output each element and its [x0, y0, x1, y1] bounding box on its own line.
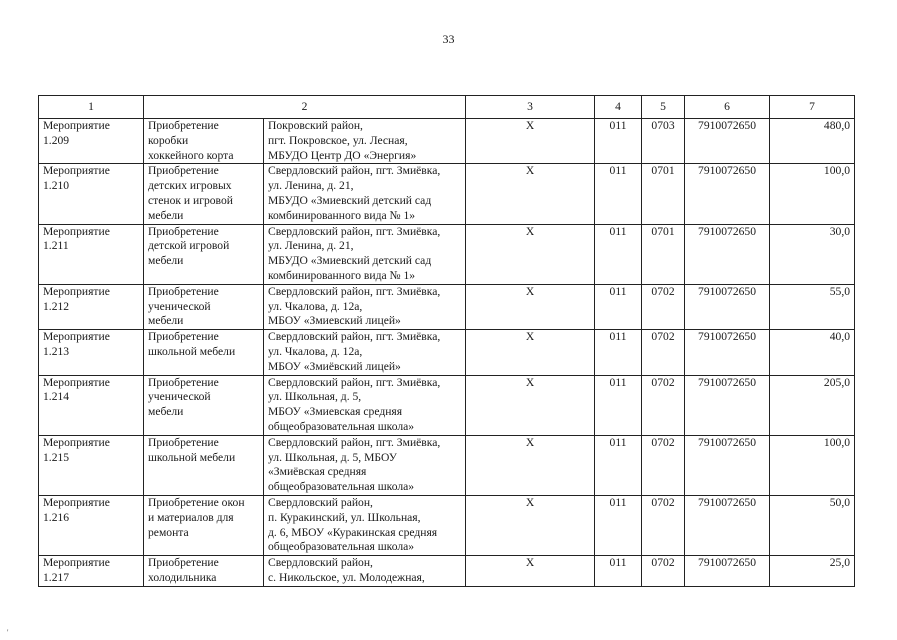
amount-cell-line: 100,0 [823, 164, 851, 178]
col4-cell-line: 011 [609, 495, 627, 509]
measure-name-cell-line: Приобретение [148, 330, 219, 344]
measure-name-cell-line: школьной мебели [148, 450, 236, 464]
col6-cell-line: 7910072650 [698, 284, 756, 298]
measure-address-cell-line: ул. Ленина, д. 21, [268, 179, 354, 193]
col5-cell [642, 284, 685, 329]
measure-id-cell [39, 375, 144, 435]
measure-name-cell-line: мебели [148, 254, 184, 268]
amount-cell [770, 119, 855, 164]
col3-cell-line: X [525, 556, 535, 570]
col4-cell-line: 011 [609, 164, 627, 178]
col4-cell [595, 495, 642, 555]
measure-id-cell-line: 1.210 [43, 179, 70, 193]
measure-id-cell-line: 1.215 [43, 450, 70, 464]
measure-id-cell-line: Мероприятие [43, 119, 110, 132]
measure-id-cell-line: 1.216 [43, 510, 70, 524]
col6-cell [685, 119, 770, 164]
amount-cell-line: 25,0 [829, 556, 851, 570]
amount-cell-line: 480,0 [823, 119, 851, 132]
col4-cell-line: 011 [609, 224, 627, 238]
measure-name-cell-line: ученической [148, 299, 211, 313]
measure-name-cell-line: Приобретение [148, 556, 219, 570]
header-col-6: 6 [685, 96, 770, 119]
table-row [39, 495, 855, 555]
measure-address-cell-line: «Змиёвская средняя [268, 465, 367, 479]
measure-address-cell-line: ул. Школьная, д. 5, [268, 390, 362, 404]
col5-cell [642, 119, 685, 164]
col6-cell [685, 224, 770, 284]
col6-cell-line: 7910072650 [698, 330, 756, 344]
col3-cell [466, 556, 595, 587]
measure-name-cell-line: мебели [148, 208, 184, 222]
measure-id-cell-line: Мероприятие [43, 435, 110, 449]
measure-address-cell-line: Покровский район, [268, 119, 363, 132]
amount-cell [770, 330, 855, 375]
measure-address-cell-line: МБУДО Центр ДО «Энергия» [268, 148, 417, 162]
measure-address-cell [264, 435, 466, 495]
measure-address-cell-line: общеобразовательная школа» [268, 419, 415, 433]
col6-cell [685, 495, 770, 555]
col6-cell [685, 435, 770, 495]
measure-name-cell [144, 495, 264, 555]
measure-id-cell [39, 330, 144, 375]
table-row [39, 330, 855, 375]
measure-address-cell [264, 330, 466, 375]
measure-name-cell-line: Приобретение [148, 164, 219, 178]
table-row [39, 119, 855, 164]
measure-id-cell [39, 556, 144, 587]
page-number: 33 [442, 32, 455, 46]
measure-address-cell-line: пгт. Покровское, ул. Лесная, [268, 133, 408, 147]
col5-cell-line: 0701 [651, 164, 675, 178]
col6-cell-line: 7910072650 [698, 164, 756, 178]
amount-cell [770, 284, 855, 329]
col3-cell-line: X [525, 119, 535, 132]
measure-name-cell-line: Приобретение [148, 375, 219, 389]
col6-cell [685, 164, 770, 224]
measure-id-cell-line: 1.212 [43, 299, 70, 313]
measure-address-cell-line: ул. Школьная, д. 5, МБОУ [268, 450, 397, 464]
measure-name-cell-line: холодильника [148, 570, 217, 584]
col6-cell [685, 556, 770, 587]
measure-name-cell-line: коробки [148, 133, 189, 147]
col4-cell [595, 330, 642, 375]
measure-name-cell-line: школьной мебели [148, 344, 236, 358]
measure-name-cell-line: Приобретение [148, 119, 219, 132]
measure-id-cell-line: Мероприятие [43, 495, 110, 509]
measure-id-cell-line: 1.214 [43, 390, 70, 404]
col3-cell-line: X [525, 284, 535, 298]
table-row [39, 556, 855, 587]
col4-cell [595, 224, 642, 284]
header-col-3: 3 [466, 96, 595, 119]
amount-cell [770, 375, 855, 435]
col5-cell-line: 0702 [651, 330, 675, 344]
measure-id-cell [39, 119, 144, 164]
measure-address-cell [264, 164, 466, 224]
col5-cell-line: 0702 [651, 556, 675, 570]
col5-cell [642, 330, 685, 375]
measure-address-cell-line: Свердловский район, пгт. Змиёвка, [268, 435, 441, 449]
col3-cell-line: X [525, 435, 535, 449]
measure-name-cell-line: мебели [148, 405, 184, 419]
measure-id-cell [39, 284, 144, 329]
col3-cell [466, 495, 595, 555]
measure-name-cell-line: детской игровой [148, 239, 230, 253]
table-row [39, 284, 855, 329]
measure-address-cell-line: комбинированного вида № 1» [268, 268, 416, 282]
measure-id-cell [39, 495, 144, 555]
col4-cell [595, 556, 642, 587]
measure-address-cell [264, 119, 466, 164]
measure-id-cell-line: Мероприятие [43, 284, 110, 298]
col3-cell [466, 435, 595, 495]
measure-name-cell-line: Приобретение [148, 224, 219, 238]
col3-cell [466, 330, 595, 375]
col5-cell [642, 375, 685, 435]
measure-name-cell-line: стенок и игровой [148, 193, 233, 207]
col6-cell-line: 7910072650 [698, 375, 756, 389]
measure-address-cell-line: общеобразовательная школа» [268, 480, 415, 494]
col6-cell [685, 375, 770, 435]
measure-address-cell-line: Свердловский район, пгт. Змиёвка, [268, 330, 441, 344]
col5-cell-line: 0702 [651, 435, 675, 449]
measure-id-cell-line: 1.211 [43, 239, 69, 253]
col3-cell-line: X [525, 224, 535, 238]
measure-id-cell [39, 164, 144, 224]
measure-address-cell-line: Свердловский район, пгт. Змиёвка, [268, 284, 441, 298]
amount-cell [770, 495, 855, 555]
table-row [39, 224, 855, 284]
col6-cell-line: 7910072650 [698, 495, 756, 509]
col5-cell-line: 0701 [651, 224, 675, 238]
measure-address-cell-line: ул. Ленина, д. 21, [268, 239, 354, 253]
col5-cell [642, 435, 685, 495]
col4-cell-line: 011 [609, 284, 627, 298]
col6-cell-line: 7910072650 [698, 119, 756, 132]
col4-cell-line: 011 [609, 435, 627, 449]
measure-address-cell-line: Свердловский район, пгт. Змиёвка, [268, 164, 441, 178]
col4-cell [595, 164, 642, 224]
header-col-7: 7 [770, 96, 855, 119]
col6-cell-line: 7910072650 [698, 224, 756, 238]
measure-address-cell [264, 284, 466, 329]
measure-address-cell [264, 224, 466, 284]
measure-name-cell [144, 224, 264, 284]
amount-cell-line: 40,0 [829, 330, 851, 344]
col5-cell [642, 556, 685, 587]
measure-name-cell-line: хоккейного корта [148, 148, 234, 162]
header-row [39, 96, 855, 119]
measure-id-cell-line: 1.209 [43, 133, 70, 147]
measure-address-cell-line: Свердловский район, пгт. Змиёвка, [268, 224, 441, 238]
amount-cell [770, 164, 855, 224]
col3-cell-line: X [525, 330, 535, 344]
col4-cell [595, 435, 642, 495]
header-col-1: 1 [39, 96, 144, 119]
measure-id-cell [39, 224, 144, 284]
measure-name-cell [144, 284, 264, 329]
measure-address-cell [264, 556, 466, 587]
table-row [39, 164, 855, 224]
measure-address-cell-line: Свердловский район, [268, 556, 373, 570]
measure-name-cell [144, 375, 264, 435]
measure-address-cell-line: МБУДО «Змиевский детский сад [268, 254, 432, 268]
measure-id-cell [39, 435, 144, 495]
col3-cell [466, 119, 595, 164]
measure-id-cell-line: Мероприятие [43, 330, 110, 344]
col6-cell-line: 7910072650 [698, 435, 756, 449]
col4-cell [595, 375, 642, 435]
measure-name-cell [144, 164, 264, 224]
amount-cell [770, 224, 855, 284]
col3-cell-line: X [525, 375, 535, 389]
col4-cell-line: 011 [609, 119, 627, 132]
measure-id-cell-line: Мероприятие [43, 375, 110, 389]
amount-cell-line: 100,0 [823, 435, 851, 449]
measure-name-cell-line: Приобретение [148, 435, 219, 449]
measure-address-cell-line: МБОУ «Змиёвский лицей» [268, 359, 401, 373]
col4-cell-line: 011 [609, 375, 627, 389]
amount-cell-line: 55,0 [829, 284, 851, 298]
header-col-2: 2 [144, 96, 466, 119]
col6-cell-line: 7910072650 [698, 556, 756, 570]
scan-mark: ' [7, 628, 9, 637]
measure-address-cell-line: общеобразовательная школа» [268, 540, 415, 554]
measure-address-cell-line: д. 6, МБОУ «Куракинская средняя [268, 525, 438, 539]
measure-address-cell-line: МБОУ «Змиевский лицей» [268, 314, 401, 328]
col4-cell-line: 011 [609, 330, 627, 344]
col4-cell [595, 284, 642, 329]
measure-id-cell-line: Мероприятие [43, 556, 110, 570]
measure-address-cell-line: ул. Чкалова, д. 12а, [268, 344, 363, 358]
measure-address-cell-line: комбинированного вида № 1» [268, 208, 416, 222]
measure-name-cell-line: ученической [148, 390, 211, 404]
measures-table [38, 95, 855, 587]
measure-address-cell-line: МБУДО «Змиевский детский сад [268, 193, 432, 207]
measure-address-cell-line: Свердловский район, [268, 495, 373, 509]
measure-id-cell-line: 1.217 [43, 570, 70, 584]
col3-cell [466, 224, 595, 284]
measure-address-cell-line: ул. Чкалова, д. 12а, [268, 299, 363, 313]
col3-cell [466, 164, 595, 224]
measure-address-cell-line: МБОУ «Змиевская средняя [268, 405, 403, 419]
measure-name-cell-line: и материалов для [148, 510, 234, 524]
col4-cell-line: 011 [609, 556, 627, 570]
col3-cell [466, 284, 595, 329]
col3-cell [466, 375, 595, 435]
col5-cell-line: 0702 [651, 495, 675, 509]
measure-name-cell-line: Приобретение окон [148, 495, 245, 509]
col6-cell [685, 330, 770, 375]
measure-address-cell-line: п. Куракинский, ул. Школьная, [268, 510, 421, 524]
measure-name-cell [144, 119, 264, 164]
amount-cell-line: 50,0 [829, 495, 851, 509]
table-row [39, 375, 855, 435]
measure-id-cell-line: Мероприятие [43, 164, 110, 178]
col5-cell-line: 0702 [651, 375, 675, 389]
col3-cell-line: X [525, 495, 535, 509]
col5-cell [642, 224, 685, 284]
measure-name-cell [144, 435, 264, 495]
amount-cell-line: 205,0 [823, 375, 851, 389]
col3-cell-line: X [525, 164, 535, 178]
col5-cell-line: 0703 [651, 119, 675, 132]
table-body [39, 119, 855, 587]
col5-cell-line: 0702 [651, 284, 675, 298]
amount-cell-line: 30,0 [829, 224, 851, 238]
col5-cell [642, 164, 685, 224]
amount-cell [770, 556, 855, 587]
measure-address-cell-line: с. Никольское, ул. Молодежная, [268, 570, 425, 584]
measure-address-cell [264, 495, 466, 555]
measure-name-cell [144, 330, 264, 375]
measure-name-cell-line: ремонта [148, 525, 189, 539]
measure-id-cell-line: 1.213 [43, 344, 70, 358]
measure-address-cell [264, 375, 466, 435]
measure-name-cell-line: Приобретение [148, 284, 219, 298]
header-col-5: 5 [642, 96, 685, 119]
measure-id-cell-line: Мероприятие [43, 224, 110, 238]
header-col-4: 4 [595, 96, 642, 119]
measure-name-cell-line: мебели [148, 314, 184, 328]
col5-cell [642, 495, 685, 555]
col4-cell [595, 119, 642, 164]
col6-cell [685, 284, 770, 329]
amount-cell [770, 435, 855, 495]
measure-name-cell-line: детских игровых [148, 179, 232, 193]
measure-name-cell [144, 556, 264, 587]
measure-address-cell-line: Свердловский район, пгт. Змиёвка, [268, 375, 441, 389]
table-row [39, 435, 855, 495]
